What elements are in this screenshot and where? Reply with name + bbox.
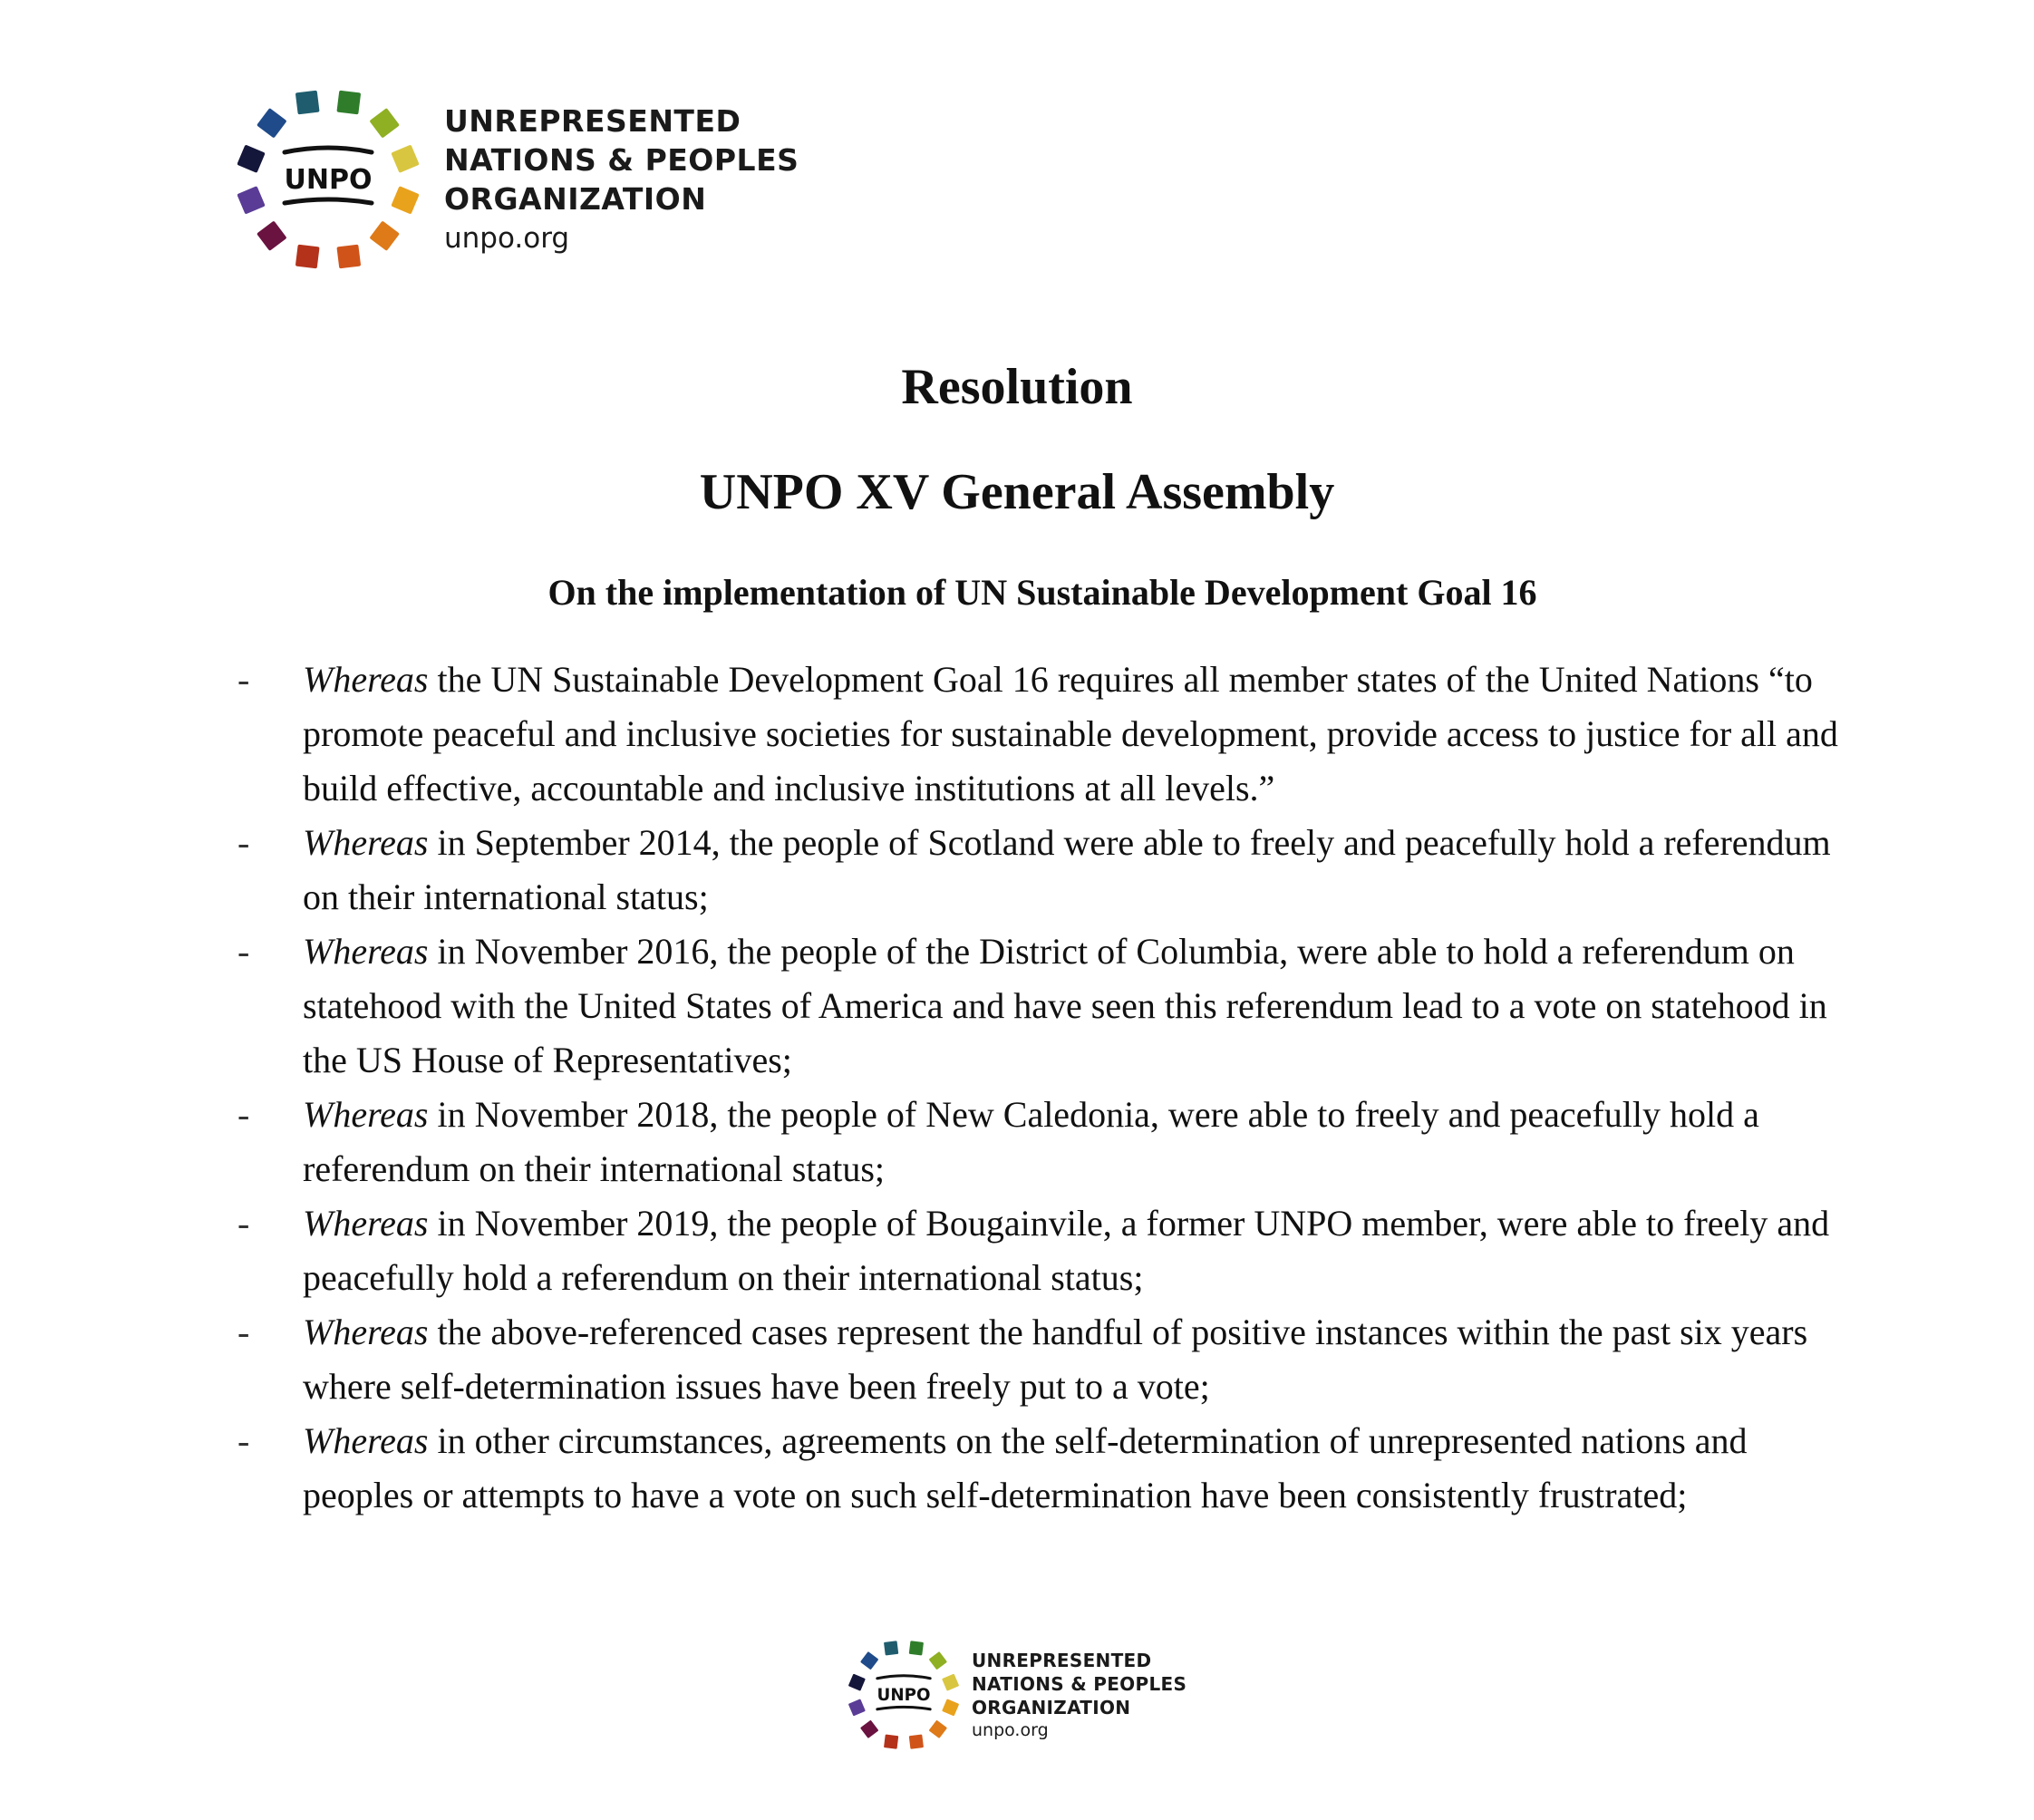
bullet-dash: -: [237, 1312, 250, 1352]
emblem-segment: [295, 245, 320, 269]
header-logo: [237, 87, 799, 272]
emblem-segment: [369, 108, 400, 139]
emblem-segment: [295, 91, 320, 115]
clause-text: [303, 1196, 1860, 1305]
emblem-segment: [860, 1720, 878, 1738]
emblem-segment: [369, 220, 400, 251]
emblem-segment: [909, 1641, 924, 1655]
clause-lead: Whereas: [303, 931, 429, 972]
emblem-text: UNPO: [284, 164, 373, 196]
emblem-segment: [860, 1651, 878, 1670]
clause-text: [303, 1088, 1860, 1196]
clause-lead: Whereas: [303, 659, 429, 700]
bullet-dash: -: [237, 1420, 250, 1461]
org-name-block: [972, 1649, 1186, 1742]
emblem-segment: [391, 144, 419, 172]
unpo-emblem-icon: [237, 87, 419, 272]
footer-logo: [848, 1639, 1186, 1751]
clause-item: [237, 1305, 1860, 1414]
clause-text: [303, 1305, 1860, 1414]
org-name-line: UNREPRESENTED: [972, 1649, 1152, 1671]
bullet-dash: -: [237, 1203, 250, 1244]
clause-lead: Whereas: [303, 1203, 429, 1244]
clause-text: [303, 1414, 1860, 1523]
emblem-segment: [848, 1674, 866, 1691]
clause-item: [237, 816, 1860, 925]
clause-body: in other circumstances, agreements on the self-determination of unrepresented nations and peoples or attempts to have a vote on such self-determination have been consistently frustrated;: [303, 1420, 1748, 1515]
clause-item: [237, 1088, 1860, 1196]
emblem-segment: [336, 245, 361, 269]
emblem-segment: [237, 186, 266, 214]
clause-text: [303, 816, 1860, 925]
bullet-dash: -: [237, 659, 250, 700]
org-url: unpo.org: [444, 221, 570, 255]
org-url: unpo.org: [972, 1719, 1049, 1740]
bullet-dash: -: [237, 822, 250, 863]
document-subtitle: On the implementation of UN Sustainable Development Goal 16: [547, 572, 1537, 613]
emblem-segment: [257, 220, 287, 251]
clause-item: [237, 1414, 1860, 1523]
emblem-segment: [237, 144, 266, 172]
emblem-segment: [942, 1699, 959, 1716]
unpo-emblem-icon: [848, 1639, 959, 1751]
org-name-line: NATIONS & PEOPLES: [972, 1672, 1187, 1695]
bullet-dash: -: [237, 931, 250, 972]
clause-body: the UN Sustainable Development Goal 16 requires all member states of the United Nations “to promote peaceful and inclusive societies for sustainable development, provide access to justice for all and build effective, accountable and inclusive institutions at all levels.”: [303, 659, 1838, 808]
bullet-dash: -: [237, 1094, 250, 1135]
clause-text: [303, 653, 1860, 816]
assembly-title: UNPO XV General Assembly: [699, 464, 1335, 520]
emblem-segment: [929, 1720, 947, 1738]
clause-lead: Whereas: [303, 1420, 429, 1461]
clause-body: in November 2016, the people of the District of Columbia, were able to hold a referendum on statehood with the United States of America and have seen this referendum lead to a vote on statehood in the US House of Representatives;: [303, 931, 1827, 1080]
clause-body: the above-referenced cases represent the handful of positive instances within the past six years where self-determination issues have been freely put to a vote;: [303, 1312, 1808, 1407]
clause-item: [237, 1196, 1860, 1305]
clause-lead: Whereas: [303, 1094, 429, 1135]
emblem-text: UNPO: [877, 1686, 931, 1706]
emblem-segment: [929, 1651, 947, 1670]
emblem-segment: [336, 91, 361, 115]
clause-item: [237, 653, 1860, 816]
clause-list: [237, 653, 1860, 1523]
emblem-segment: [909, 1735, 924, 1749]
clause-body: in September 2014, the people of Scotland were able to freely and peacefully hold a referendum on their international status;: [303, 822, 1831, 917]
org-name-line: NATIONS & PEOPLES: [444, 141, 799, 178]
clause-body: in November 2019, the people of Bougainvile, a former UNPO member, were able to freely and peacefully hold a referendum on their international status;: [303, 1203, 1830, 1298]
emblem-segment: [942, 1674, 959, 1691]
org-name-block: [444, 102, 799, 258]
clause-text: [303, 925, 1860, 1088]
org-name-line: UNREPRESENTED: [444, 102, 741, 139]
clause-item: [237, 925, 1860, 1088]
emblem-segment: [257, 108, 287, 139]
clause-lead: Whereas: [303, 822, 429, 863]
org-name-line: ORGANIZATION: [444, 180, 707, 217]
emblem-segment: [884, 1641, 898, 1655]
emblem-segment: [884, 1735, 898, 1749]
clause-body: in November 2018, the people of New Caledonia, were able to freely and peacefully hold a referendum on their international status;: [303, 1094, 1759, 1189]
emblem-segment: [848, 1699, 866, 1716]
org-name-line: ORGANIZATION: [972, 1696, 1131, 1718]
document-title: Resolution: [901, 359, 1133, 415]
clause-lead: Whereas: [303, 1312, 429, 1352]
emblem-segment: [391, 186, 419, 214]
